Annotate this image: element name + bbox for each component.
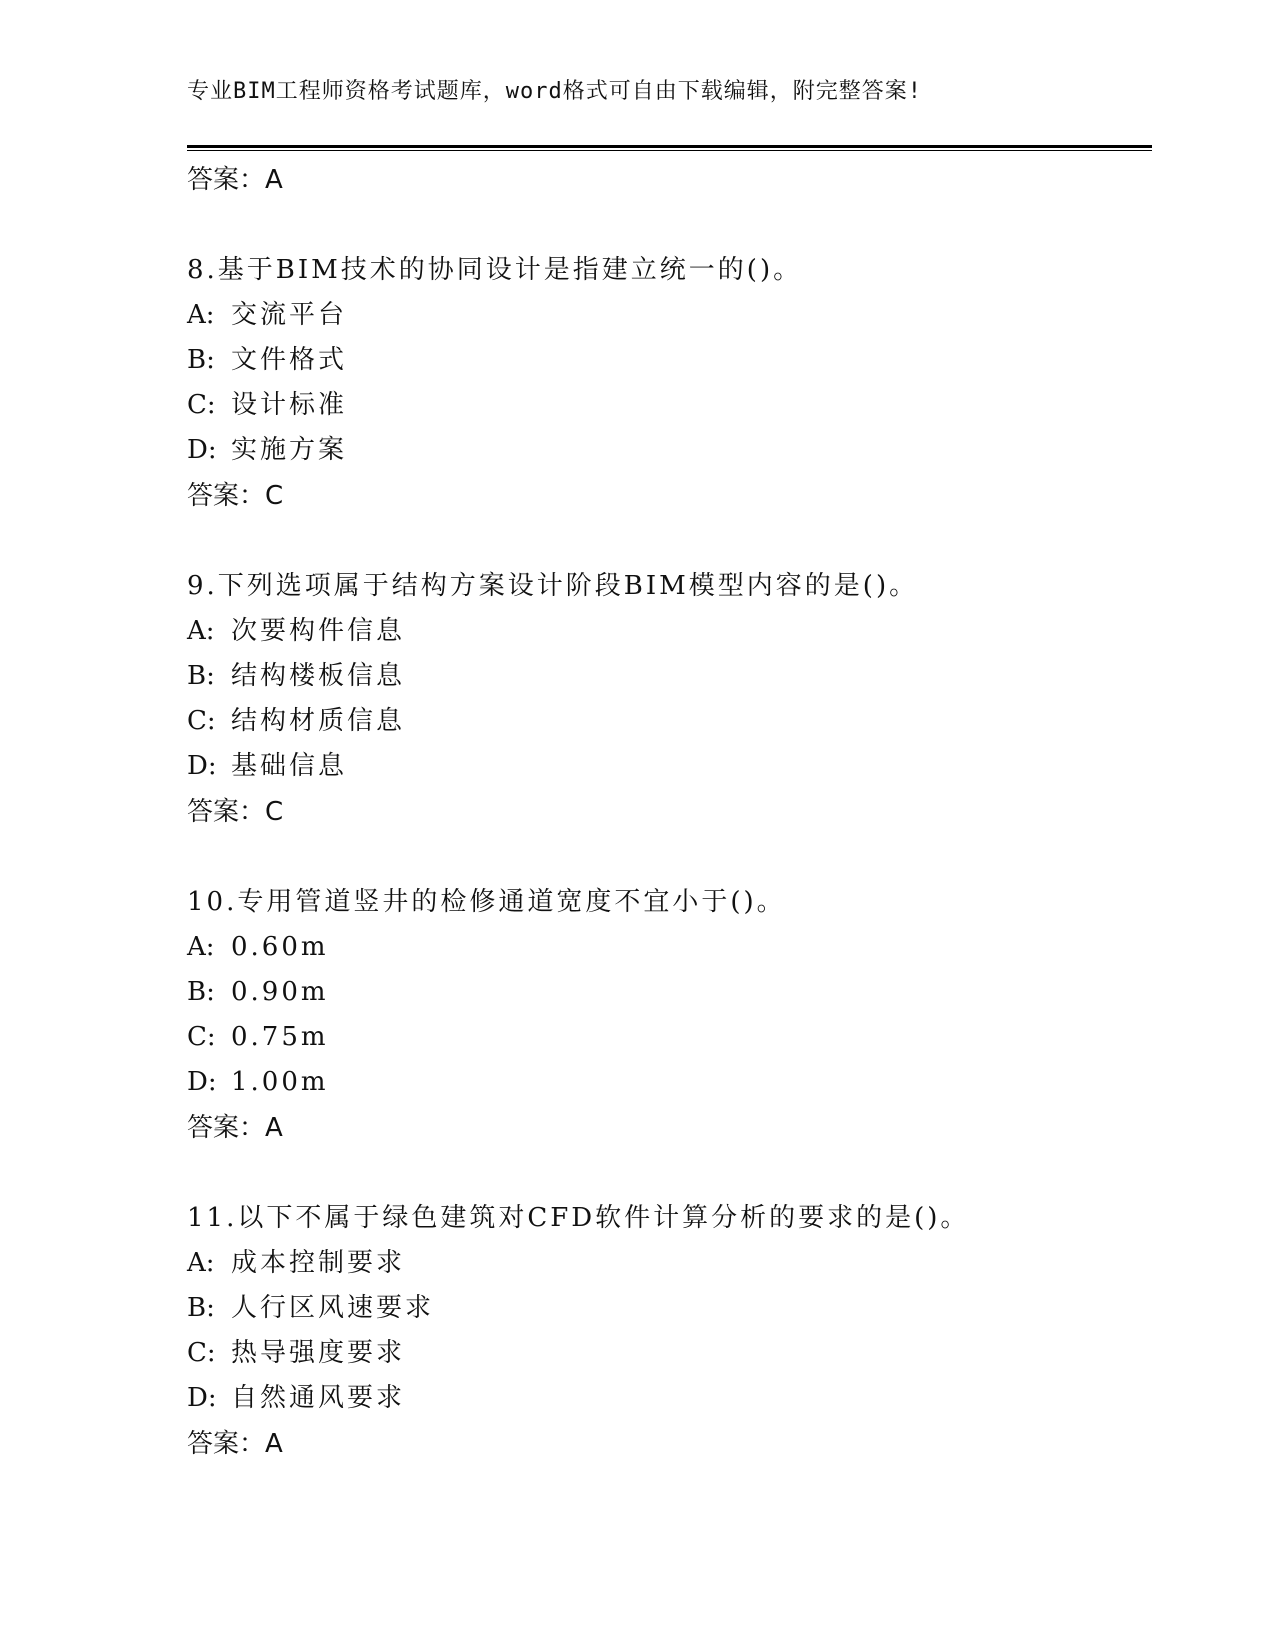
option-text: 文件格式 (231, 345, 348, 375)
option-text: 实施方案 (231, 435, 348, 465)
answer-line: 答案：A (187, 1113, 283, 1143)
option-b (187, 1286, 1152, 1331)
option-text: 1.00m (231, 1067, 329, 1097)
option-a (187, 609, 1152, 654)
option-letter: D: (187, 1383, 217, 1413)
question-title: 11.以下不属于绿色建筑对CFD软件计算分析的要求的是()。 (187, 1203, 970, 1233)
document-body (187, 157, 1152, 1467)
option-b (187, 338, 1152, 383)
option-text: 0.60m (231, 932, 329, 962)
option-c (187, 699, 1152, 744)
option-letter: A: (187, 300, 215, 330)
option-a (187, 1241, 1152, 1286)
option-d (187, 1376, 1152, 1421)
option-b (187, 970, 1152, 1015)
option-text: 交流平台 (231, 300, 348, 330)
option-letter: C: (187, 1022, 216, 1052)
question-title: 9.下列选项属于结构方案设计阶段BIM模型内容的是()。 (187, 571, 919, 601)
answer-line: 答案：C (187, 797, 284, 827)
option-letter: A: (187, 616, 215, 646)
option-a (187, 925, 1152, 970)
option-c (187, 1015, 1152, 1060)
answer-line: 答案：A (187, 165, 283, 195)
option-text: 设计标准 (231, 390, 348, 420)
answer-line: 答案：A (187, 1429, 283, 1459)
question-block (187, 563, 1152, 835)
option-letter: B: (187, 1293, 215, 1323)
answer-line: 答案：C (187, 481, 284, 511)
option-text: 次要构件信息 (231, 616, 406, 646)
question-block (187, 247, 1152, 519)
option-d (187, 428, 1152, 473)
option-b (187, 654, 1152, 699)
option-letter: B: (187, 661, 215, 691)
option-letter: B: (187, 977, 215, 1007)
option-text: 0.75m (231, 1022, 329, 1052)
option-c (187, 383, 1152, 428)
option-c (187, 1331, 1152, 1376)
option-text: 热导强度要求 (231, 1338, 406, 1368)
option-letter: A: (187, 932, 215, 962)
option-d (187, 744, 1152, 789)
option-letter: C: (187, 1338, 216, 1368)
option-letter: A: (187, 1248, 215, 1278)
question-title: 10.专用管道竖井的检修通道宽度不宜小于()。 (187, 887, 786, 917)
page-header: 专业BIM工程师资格考试题库，word格式可自由下载编辑，附完整答案! (187, 79, 922, 104)
option-d (187, 1060, 1152, 1105)
option-letter: C: (187, 390, 216, 420)
option-text: 结构材质信息 (231, 706, 406, 736)
header-rule-thin (187, 150, 1152, 151)
question-block (187, 1195, 1152, 1467)
option-letter: B: (187, 345, 215, 375)
option-letter: D: (187, 435, 217, 465)
option-text: 0.90m (231, 977, 329, 1007)
option-letter: D: (187, 1067, 217, 1097)
option-letter: C: (187, 706, 216, 736)
option-text: 基础信息 (231, 751, 348, 781)
option-letter: D: (187, 751, 217, 781)
question-block (187, 879, 1152, 1151)
option-a (187, 293, 1152, 338)
question-title: 8.基于BIM技术的协同设计是指建立统一的()。 (187, 255, 803, 285)
option-text: 成本控制要求 (231, 1248, 406, 1278)
option-text: 人行区风速要求 (231, 1293, 435, 1323)
option-text: 结构楼板信息 (231, 661, 406, 691)
header-rule-thick (187, 145, 1152, 148)
option-text: 自然通风要求 (231, 1383, 406, 1413)
